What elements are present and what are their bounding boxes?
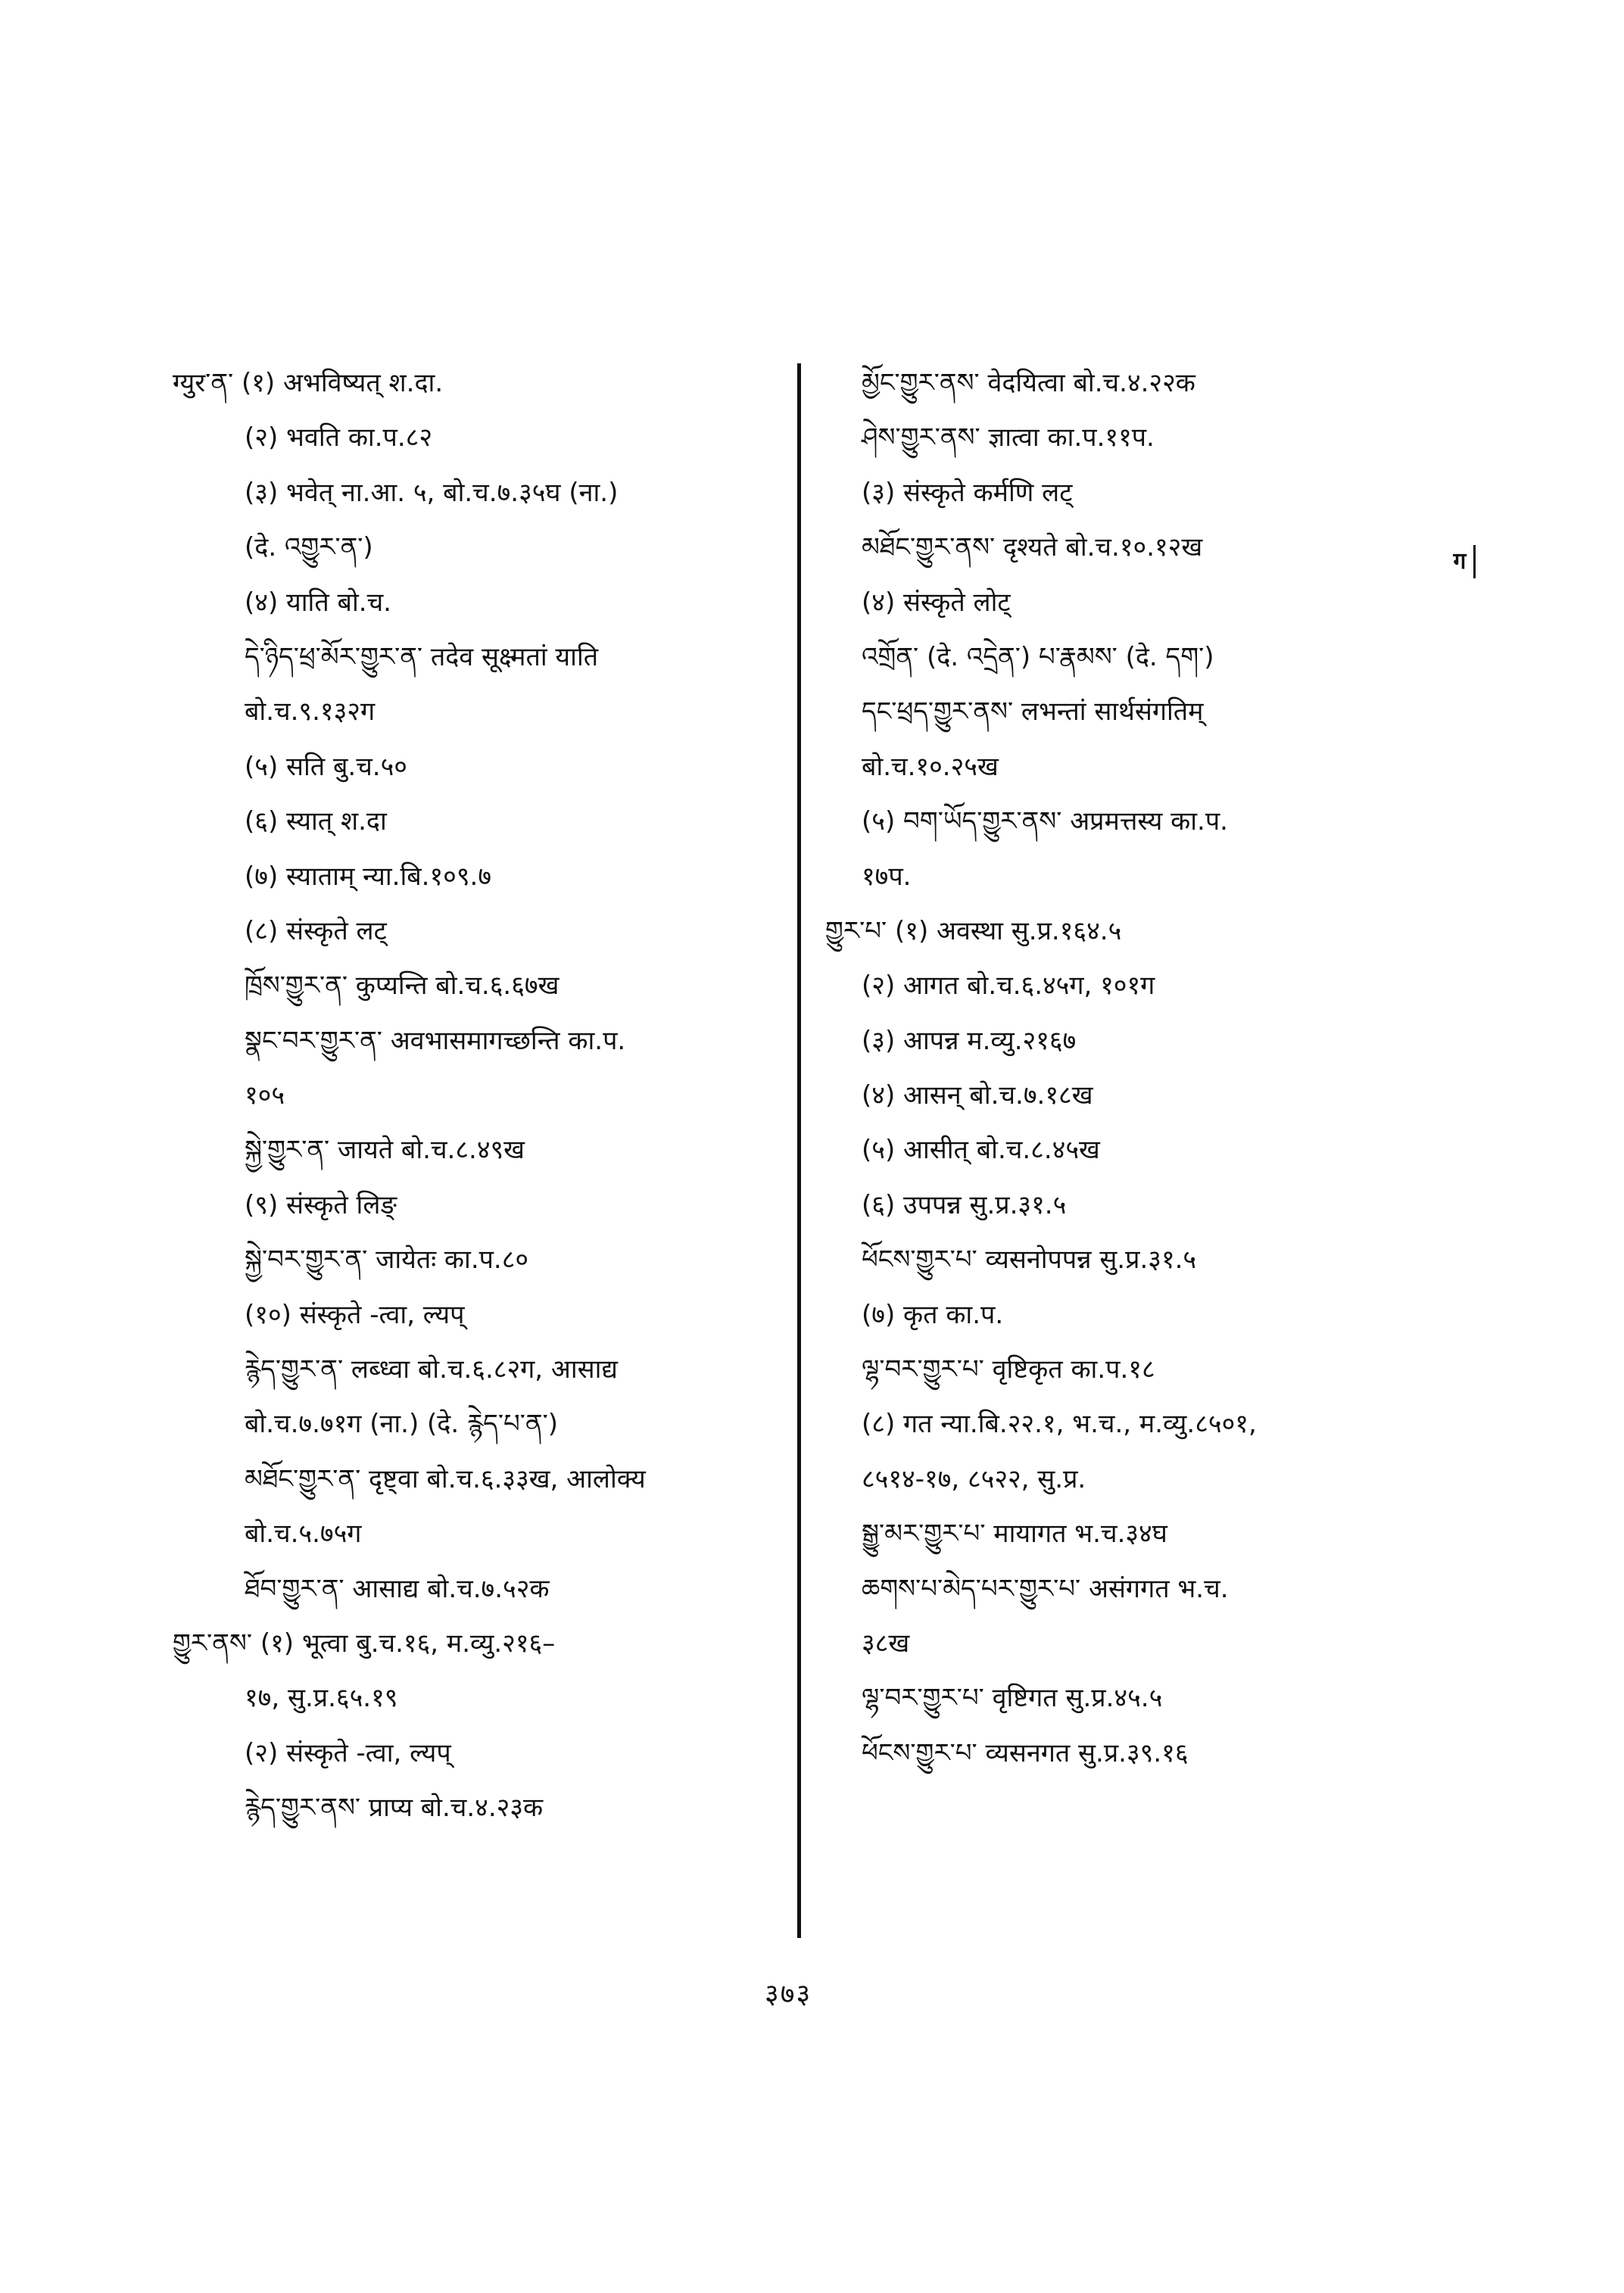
page-number: ३७३ — [765, 1979, 812, 2010]
right-entry-line: (३) आपन्न म.व्यु.२१६७ — [862, 1025, 1077, 1056]
left-entry-line: (दे. འགྱུར་ན་) — [245, 532, 373, 563]
right-entry-line: (४) संस्कृते लोट् — [862, 587, 1011, 618]
right-entry-line: འགྲོན་ (दे. འདྲེན་) པ་རྣམས་ (दे. དག་) — [862, 641, 1214, 672]
left-entry-line: མཐོང་གྱུར་ན་ दृष्ट्वा बो.च.६.३३ख, आलोक्य — [245, 1463, 646, 1494]
right-entry-line: མཐོང་གྱུར་ནས་ दृश्यते बो.च.१०.१२ख — [862, 532, 1203, 563]
left-entry-line: बो.च.७.७१ग (ना.) (दे. རྙེད་པ་ན་) — [245, 1409, 559, 1440]
right-entry-line: (७) कृत का.प. — [862, 1299, 1004, 1330]
right-entry-line: बो.च.१०.२५ख — [862, 751, 999, 782]
left-entry-line: གྱུར་ནས་ (१) भूत्वा बु.च.१६, म.व्यु.२१६– — [173, 1628, 556, 1659]
right-entry-line: ཆགས་པ་མེད་པར་གྱུར་པ་ असंगगत भ.च. — [862, 1573, 1229, 1604]
right-entry-line: ལྷ་བར་གྱུར་པ་ वृष्टिकृत का.प.१८ — [862, 1354, 1155, 1385]
left-entry-line: རྙེད་གྱུར་ནས་ प्राप्य बो.च.४.२३क — [245, 1793, 544, 1824]
left-entry-line: १७, सु.प्र.६५.१९ — [245, 1683, 398, 1714]
left-entry-line: (९) संस्कृते लिङ् — [245, 1189, 397, 1220]
left-entry-line: སྐྱེ་བར་གྱུར་ན་ जायेतः का.प.८० — [245, 1245, 529, 1276]
left-entry-line: ཁྲོས་གྱུར་ན་ कुप्यन्ति बो.च.६.६७ख — [245, 970, 560, 1002]
left-entry-line: (२) भवति का.प.८२ — [245, 422, 433, 453]
right-entry-line: (३) संस्कृते कर्मणि लट् — [862, 477, 1073, 508]
left-entry-line: ཐོབ་གྱུར་ན་ आसाद्य बो.च.७.५२क — [245, 1573, 550, 1604]
right-entry-line: ཕོངས་གྱུར་པ་ व्यसनगत सु.प्र.३९.१६ — [862, 1737, 1189, 1768]
right-entry-line: གྱུར་པ་ (१) अवस्था सु.प्र.१६४.५ — [825, 915, 1122, 946]
left-entry-line: སྐྱེ་གྱུར་ན་ जायते बो.च.८.४९ख — [245, 1135, 525, 1166]
right-entry-line: १७प. — [862, 861, 912, 892]
left-entry-line: རྙེད་གྱུར་ན་ लब्ध्वा बो.च.६.८२ग, आसाद्य — [245, 1354, 618, 1385]
right-entry-line: (४) आसन् बो.च.७.१८ख — [862, 1080, 1093, 1111]
left-entry-line: (८) संस्कृते लट् — [245, 915, 387, 946]
right-entry-line: དང་ཕྲད་གྱུར་ནས་ लभन्तां सार्थसंगतिम् — [862, 696, 1204, 727]
left-entry-line: (२) संस्कृते -त्वा, ल्यप् — [245, 1737, 451, 1768]
left-entry-line: (७) स्याताम् न्या.बि.१०९.७ — [245, 861, 492, 892]
left-entry-line: (१०) संस्कृते -त्वा, ल्यप् — [245, 1299, 465, 1330]
left-entry-line: (४) याति बो.च. — [245, 587, 391, 618]
left-entry-line: बो.च.५.७५ग — [245, 1519, 362, 1550]
right-entry-line: (२) आगत बो.च.६.४५ग, १०१ग — [862, 970, 1155, 1002]
left-entry-line: སྣང་བར་གྱུར་ན་ अवभासमागच्छन्ति का.प. — [245, 1025, 626, 1056]
right-entry-line: སྒྱུ་མར་གྱུར་པ་ मायागत भ.च.३४घ — [862, 1519, 1167, 1550]
right-entry-line: ८५१४-१७, ८५२२, सु.प्र. — [862, 1463, 1086, 1494]
right-entry-line: ३८ख — [862, 1628, 910, 1659]
left-entry-line: (५) सति बु.च.५० — [245, 751, 407, 782]
right-entry-line: ཤེས་གྱུར་ནས་ ज्ञात्वा का.प.११प. — [862, 422, 1155, 453]
right-column — [825, 356, 1431, 1781]
side-tab-mark: ग — [1446, 545, 1476, 578]
right-entry-line: ལྷ་བར་གྱུར་པ་ वृष्टिगत सु.प्र.४५.५ — [862, 1683, 1163, 1714]
left-column — [173, 356, 793, 1836]
right-entry-line: (६) उपपन्न सु.प्र.३१.५ — [862, 1189, 1067, 1220]
right-entry-line: (८) गत न्या.बि.२२.१, भ.च., म.व्यु.८५०१, — [862, 1409, 1257, 1440]
left-entry-line: (३) भवेत् ना.आ. ५, बो.च.७.३५घ (ना.) — [245, 477, 619, 508]
right-entry-line: (५) आसीत् बो.च.८.४५ख — [862, 1135, 1100, 1166]
left-entry-line: དེ་ཉིད་ཕྲ་མོར་གྱུར་ན་ तदेव सूक्ष्मतां याति — [245, 641, 599, 672]
left-entry-line: १०५ — [245, 1080, 285, 1111]
right-entry-line: མྱོང་གྱུར་ནས་ वेदयित्वा बो.च.४.२२क — [862, 368, 1195, 398]
right-entry-line: (५) བག་ཡོད་གྱུར་ནས་ अप्रमत्तस्य का.प. — [862, 806, 1228, 837]
left-entry-line: बो.च.९.१३२ग — [245, 696, 376, 727]
left-entry-line: ग्युर་ན་ (१) अभविष्यत् श.दा. — [173, 368, 444, 398]
right-entry-line: ཕོངས་གྱུར་པ་ व्यसनोपपन्न सु.प्र.३१.५ — [862, 1245, 1197, 1276]
left-entry-line: (६) स्यात् श.दा — [245, 806, 387, 837]
column-divider — [797, 363, 801, 1938]
